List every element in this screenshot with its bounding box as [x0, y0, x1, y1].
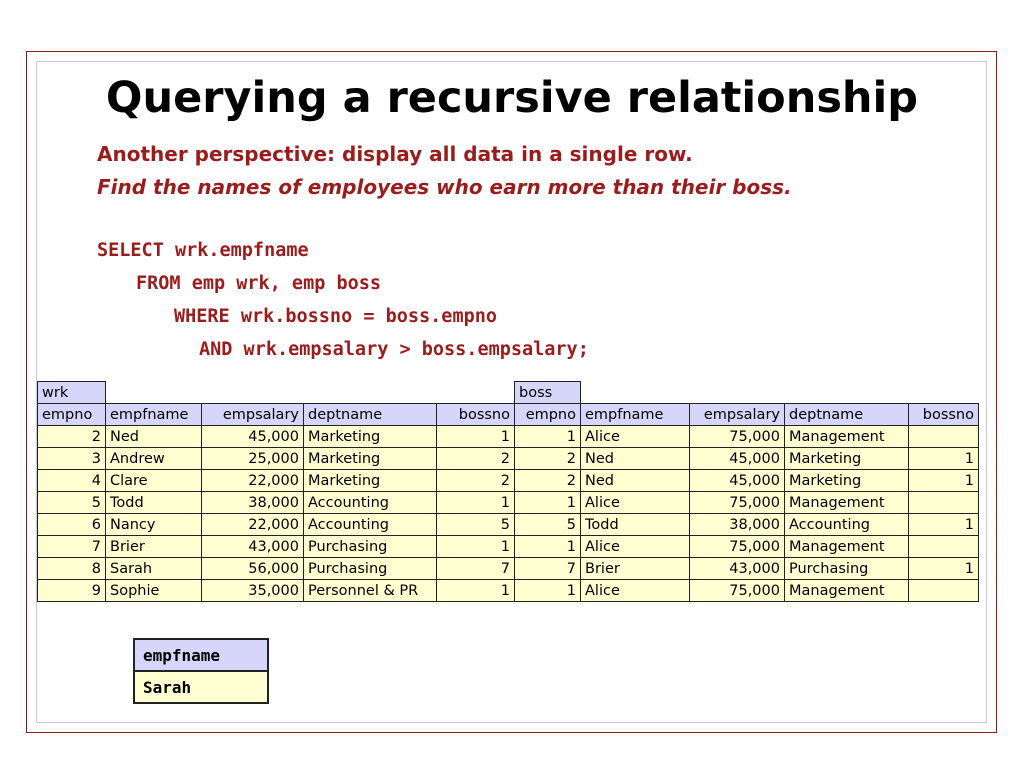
table-cell: Sophie	[106, 580, 202, 602]
table-cell: 2	[515, 448, 581, 470]
table-cell: Ned	[106, 426, 202, 448]
column-header: deptname	[304, 404, 437, 426]
column-header: empno	[38, 404, 106, 426]
sql-and-line: AND wrk.empsalary > boss.empsalary;	[199, 339, 589, 360]
table-cell: Alice	[581, 536, 690, 558]
table-cell: 1	[515, 580, 581, 602]
sql-from-line: FROM emp wrk, emp boss	[136, 273, 382, 294]
table-group-row	[38, 382, 979, 404]
table-cell: Personnel & PR	[304, 580, 437, 602]
slide-title: Querying a recursive relationship	[105, 73, 919, 123]
subtitle-question: Find the names of employees who earn more than their boss.	[97, 175, 792, 199]
table-cell: 75,000	[690, 580, 785, 602]
table-row	[38, 492, 979, 514]
table-cell: 43,000	[690, 558, 785, 580]
result-row	[134, 671, 268, 703]
table-cell: 75,000	[690, 536, 785, 558]
table-cell: 45,000	[690, 448, 785, 470]
table-cell: 1	[909, 448, 979, 470]
table-cell: 38,000	[202, 492, 304, 514]
table-cell: 3	[38, 448, 106, 470]
column-header: empfname	[581, 404, 690, 426]
table-cell: Ned	[581, 470, 690, 492]
table-cell: Management	[785, 492, 909, 514]
subtitle-perspective: Another perspective: display all data in a single row.	[97, 142, 693, 166]
column-header: empfname	[106, 404, 202, 426]
table-row	[38, 470, 979, 492]
table-cell: 1	[437, 536, 515, 558]
table-cell: 5	[437, 514, 515, 536]
table-row	[38, 514, 979, 536]
table-cell: Marketing	[304, 470, 437, 492]
table-cell: 4	[38, 470, 106, 492]
table-cell: Alice	[581, 426, 690, 448]
table-cell: 2	[38, 426, 106, 448]
table-cell: 22,000	[202, 470, 304, 492]
table-cell	[909, 536, 979, 558]
table-cell: 8	[38, 558, 106, 580]
table-cell: 1	[515, 426, 581, 448]
result-header-cell: empfname	[134, 639, 268, 671]
table-cell: 1	[437, 492, 515, 514]
table-cell: Alice	[581, 492, 690, 514]
query-result-table	[133, 638, 269, 704]
table-cell: 1	[909, 470, 979, 492]
table-cell: 35,000	[202, 580, 304, 602]
sql-select-line: SELECT wrk.empfname	[97, 240, 309, 261]
table-cell: Todd	[106, 492, 202, 514]
table-cell: 75,000	[690, 492, 785, 514]
table-cell: Management	[785, 536, 909, 558]
table-cell: Purchasing	[304, 536, 437, 558]
table-cell: 2	[437, 470, 515, 492]
table-cell: 2	[515, 470, 581, 492]
table-cell: 5	[515, 514, 581, 536]
table-cell: Marketing	[304, 448, 437, 470]
table-cell: 1	[515, 492, 581, 514]
sql-where-line: WHERE wrk.bossno = boss.empno	[174, 306, 498, 327]
table-cell: Marketing	[785, 470, 909, 492]
column-header: bossno	[437, 404, 515, 426]
table-cell: Nancy	[106, 514, 202, 536]
table-cell: 5	[38, 492, 106, 514]
table-cell: Todd	[581, 514, 690, 536]
table-cell: Management	[785, 580, 909, 602]
column-header: empsalary	[690, 404, 785, 426]
table-cell: 45,000	[690, 470, 785, 492]
group-label-boss: boss	[515, 382, 581, 404]
table-cell: 56,000	[202, 558, 304, 580]
result-cell: Sarah	[134, 671, 268, 703]
group-label-wrk: wrk	[38, 382, 106, 404]
group-spacer	[581, 382, 979, 404]
table-cell: Andrew	[106, 448, 202, 470]
table-cell: Accounting	[304, 514, 437, 536]
table-cell: Clare	[106, 470, 202, 492]
table-cell: 45,000	[202, 426, 304, 448]
table-cell: 6	[38, 514, 106, 536]
table-cell: Purchasing	[304, 558, 437, 580]
column-header: deptname	[785, 404, 909, 426]
table-cell: 1	[437, 580, 515, 602]
table-cell: 1	[909, 514, 979, 536]
table-row	[38, 426, 979, 448]
table-row	[38, 448, 979, 470]
group-spacer	[106, 382, 515, 404]
table-cell: Management	[785, 426, 909, 448]
joined-employee-table	[37, 381, 979, 602]
table-cell: 9	[38, 580, 106, 602]
table-cell: Alice	[581, 580, 690, 602]
table-cell	[909, 492, 979, 514]
table-cell: Ned	[581, 448, 690, 470]
table-cell: Brier	[581, 558, 690, 580]
column-header: bossno	[909, 404, 979, 426]
table-cell: Brier	[106, 536, 202, 558]
table-cell: 1	[437, 426, 515, 448]
table-cell: Marketing	[304, 426, 437, 448]
table-cell: 38,000	[690, 514, 785, 536]
table-cell: Marketing	[785, 448, 909, 470]
table-cell: Accounting	[785, 514, 909, 536]
table-cell: Sarah	[106, 558, 202, 580]
table-cell: 7	[38, 536, 106, 558]
table-cell: Accounting	[304, 492, 437, 514]
table-row	[38, 536, 979, 558]
table-cell: 7	[515, 558, 581, 580]
table-cell: 2	[437, 448, 515, 470]
table-cell: 7	[437, 558, 515, 580]
table-cell: 25,000	[202, 448, 304, 470]
table-row	[38, 580, 979, 602]
table-row	[38, 558, 979, 580]
column-header: empsalary	[202, 404, 304, 426]
result-header-row	[134, 639, 268, 671]
table-cell: 43,000	[202, 536, 304, 558]
table-cell: 1	[515, 536, 581, 558]
table-cell: 75,000	[690, 426, 785, 448]
table-cell: Purchasing	[785, 558, 909, 580]
table-cell	[909, 580, 979, 602]
table-cell	[909, 426, 979, 448]
table-header-row	[38, 404, 979, 426]
table-cell: 22,000	[202, 514, 304, 536]
column-header: empno	[515, 404, 581, 426]
table-cell: 1	[909, 558, 979, 580]
